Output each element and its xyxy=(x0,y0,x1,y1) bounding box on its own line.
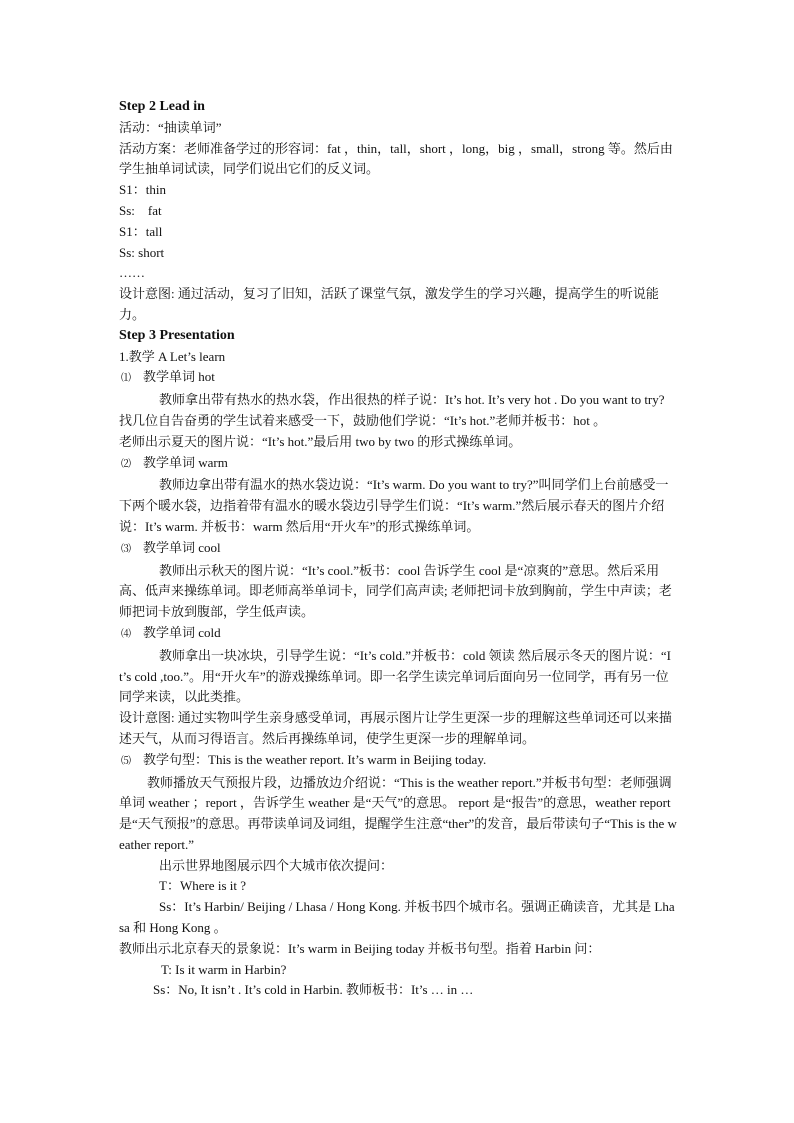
list-item-sentence xyxy=(119,750,679,773)
lesson-plan-body xyxy=(119,97,679,1001)
paragraph: 教师边拿出带有温水的热水袋边说：“It’s warm. Do you want to try?”叫同学们上台前感受一下两个暖水袋，边指着带有温水的暖水袋边引导学生们说：“It’s warm.”然后展示春天的图片介绍说：It’s warm. 并板书：warm 然后用“开火车”的形式操练单词。 xyxy=(119,477,669,534)
ellipsis-line: …… xyxy=(119,265,145,281)
dialogue-line: S1：thin xyxy=(119,182,166,198)
list-item-warm xyxy=(119,453,679,476)
paragraph: 教师拿出一块冰块，引导学生说：“It’s cold.”并板书：cold 领读 然后展示冬天的图片说：“It’s cold ,too.”。用“开火车”的游戏操练单词。即一名学生读完单词后面向另一位同学，再有另一位同学来读，以此类推。 xyxy=(119,647,672,705)
paragraph: 出示世界地图展示四个大城市依次提问： xyxy=(159,857,394,873)
paragraph: 教师出示秋天的图片说：“It’s cool.”板书：cool 告诉学生 cool 是“凉爽的”意思。然后采用 高、低声来操练单词。即老师高举单词卡，同学们高声读; 老师把词卡放到胸前，学生中声读；老师把词卡放到腹部，学生低声读。 xyxy=(119,562,672,620)
list-number: ⑴ xyxy=(121,373,131,385)
list-number: ⑵ xyxy=(121,458,131,470)
paragraph: 老师出示夏天的图片说：“It’s hot.”最后用 two by two 的形式操练单词。 xyxy=(119,433,522,449)
paragraph: 教师出示北京春天的景象说：It’s warm in Beijing today 并板书句型。指着 Harbin 问： xyxy=(119,940,601,956)
dialogue-line: Ss: fat xyxy=(119,202,162,218)
dialogue-line: T: Is it warm in Harbin? xyxy=(161,961,287,977)
section-heading-step3: Step 3 Presentation xyxy=(119,327,235,343)
list-item-label: 教学单词 hot xyxy=(143,369,215,385)
paragraph: 教师播放天气预报片段，边播放边介绍说：“This is the weather report.”并板书句型：老师强调单词 weather ；report ，告诉学生 weather 是“天气”的意思。 report 是“报告”的意思，weather report 是“天气预报”的意思。再带读单词及词组，提醒学生注意“ther”的发音，最后带读句子“This is the weather report.” xyxy=(119,774,677,852)
list-item-label: 教学句型：This is the weather report. It’s warm in Beijing today. xyxy=(143,751,487,767)
list-number: ⑸ xyxy=(121,755,131,767)
list-item-cold xyxy=(119,623,679,646)
design-intent: 设计意图: 通过实物叫学生亲身感受单词，再展示图片让学生更深一步的理解这些单词还可以来描述天气，从而习得语言。然后再操练单词，使学生更深一步的理解单词。 xyxy=(119,710,672,746)
list-item-cool xyxy=(119,538,679,561)
paragraph: Ss：It’s Harbin/ Beijing / Lhasa / Hong Kong. 并板书四个城市名。强调正确读音，尤其是 Lhasa 和 Hong Kong 。 xyxy=(119,899,675,936)
paragraph: 教师拿出带有热水的热水袋，作出很热的样子说：It’s hot. It’s very hot . Do you want to try? 找几位自告奋勇的学生试着来感受一下，鼓励他们学说：“It’s hot.”老师并板书：hot 。 xyxy=(119,392,665,428)
dialogue-line: T：Where is it ? xyxy=(159,878,246,894)
list-item-label: 教学单词 cool xyxy=(143,539,221,555)
list-item-label: 教学单词 warm xyxy=(143,454,228,470)
section-heading-step2: Step 2 Lead in xyxy=(119,99,205,114)
design-intent: 设计意图: 通过活动，复习了旧知，活跃了课堂气氛，激发学生的学习兴趣，提高学生的听说能力。 xyxy=(119,286,659,322)
list-number: ⑷ xyxy=(121,628,131,640)
dialogue-line: S1：tall xyxy=(119,223,163,239)
list-number: ⑶ xyxy=(121,543,131,555)
dialogue-line: Ss: short xyxy=(119,244,165,260)
list-item-hot xyxy=(119,367,679,390)
activity-plan: 活动方案：老师准备学过的形容词：fat ，thin，tall，short ，long，big ，small，strong 等。然后由学生抽单词试读，同学们说出它们的反义词。 xyxy=(119,140,673,177)
subsection-title: 1.教学 A Let’s learn xyxy=(119,348,226,364)
dialogue-line: Ss：No, It isn’t . It’s cold in Harbin. 教师板书：It’s … in … xyxy=(153,982,474,998)
activity-title: 活动：“抽读单词” xyxy=(119,119,222,135)
list-item-label: 教学单词 cold xyxy=(143,624,221,640)
